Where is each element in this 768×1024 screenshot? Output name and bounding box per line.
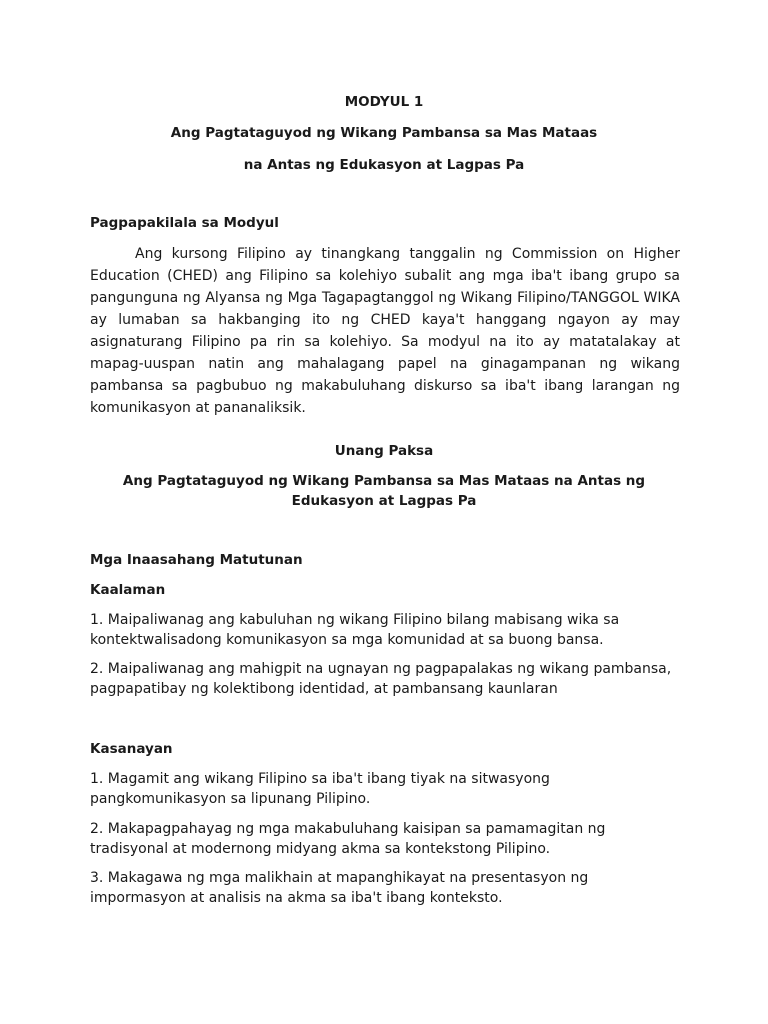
skills-item-1: 1. Magamit ang wikang Filipino sa iba't ibang tiyak na sitwasyong pangkomunikasyon sa lipunang Pilipino. xyxy=(90,771,550,807)
module-label: MODYUL 1 xyxy=(344,94,424,110)
topic-title-line2: Edukasyon at Lagpas Pa xyxy=(291,493,477,509)
module-title-line1: Ang Pagtataguyod ng Wikang Pambansa sa Mas Mataas xyxy=(170,125,598,141)
skills-heading: Kasanayan xyxy=(90,741,173,757)
intro-paragraph: Ang kursong Filipino ay tinangkang tanggalin ng Commission on Higher Education (CHED) ang Filipino sa kolehiyo subalit ang mga iba't ibang grupo sa pangunguna ng Alyansa ng Mga Tagapagtanggol ng Wikang Filipino/TANGGOL WIKA ay lumaban sa hakbanging ito ng CHED kaya't hanggang ngayon ay may asignaturang Filipino pa rin sa kolehiyo. Sa modyul na ito ay matatalakay at mapag-uuspan natin ang mahalagang papel na ginagampanan ng wikang pambansa sa pagbubuo ng makabuluhang diskurso sa iba't ibang larangan ng komunikasyon at pananaliksik. xyxy=(90,246,680,416)
skills-item-2: 2. Makapagpahayag ng mga makabuluhang kaisipan sa pamamagitan ng tradisyonal at modernong midyang akma sa kontekstong Pilipino. xyxy=(90,821,606,857)
intro-heading: Pagpapakilala sa Modyul xyxy=(90,215,279,231)
module-title-line2: na Antas ng Edukasyon at Lagpas Pa xyxy=(243,157,525,173)
knowledge-item-1: 1. Maipaliwanag ang kabuluhan ng wikang Filipino bilang mabisang wika sa kontektwalisadong komunikasyon sa mga komunidad at sa buong bansa. xyxy=(90,612,620,648)
topic-label: Unang Paksa xyxy=(334,443,434,459)
knowledge-item-2: 2. Maipaliwanag ang mahigpit na ugnayan ng pagpapalakas ng wikang pambansa, pagpapatibay ng kolektibong identidad, at pambansang kaunlaran xyxy=(90,661,672,697)
outcomes-heading: Mga Inaasahang Matutunan xyxy=(90,552,303,568)
skills-item-3: 3. Makagawa ng mga malikhain at mapanghikayat na presentasyon ng impormasyon at analisis na akma sa iba't ibang konteksto. xyxy=(90,870,589,906)
knowledge-heading: Kaalaman xyxy=(90,582,166,598)
topic-title-line1: Ang Pagtataguyod ng Wikang Pambansa sa Mas Mataas na Antas ng xyxy=(122,473,646,489)
